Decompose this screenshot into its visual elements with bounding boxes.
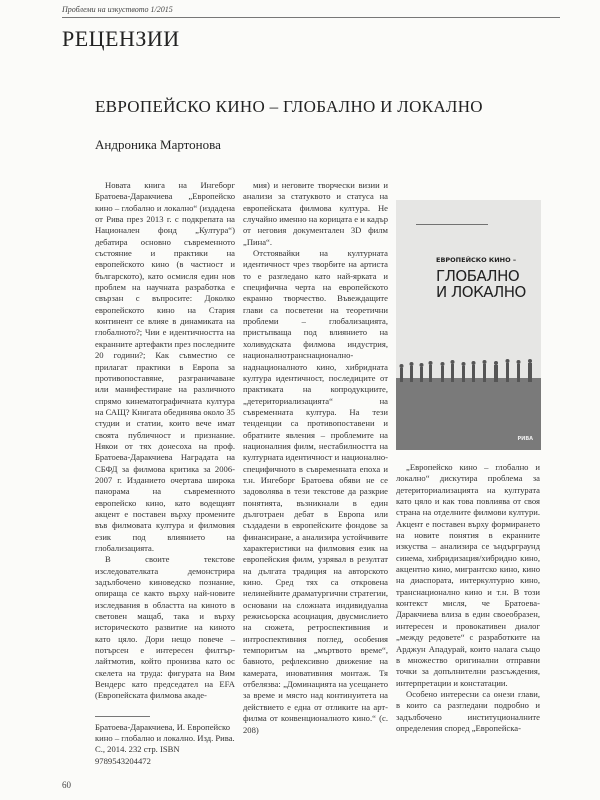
column-middle [243,180,388,736]
cover-publisher: РИВА [517,436,533,442]
header-rule [62,17,560,18]
column-left [95,180,235,767]
cover-title-line2: ГЛОБАЛНО [436,267,520,285]
book-cover-image [396,200,541,450]
footnote: Братоева-Даракчиева, И. Европейско кино – глобално и локално. Изд. Рива. С., 2014. 232 стр. ISBN 9789543204472 [95,721,235,766]
article-author: Андроника Мартонова [95,137,221,152]
page-number: 60 [62,780,71,790]
cover-title-line1: ЕВРОПЕЙСКО КИНО – [436,256,517,264]
article-title: ЕВРОПЕЙСКО КИНО – ГЛОБАЛНО И ЛОКАЛНО [95,97,483,116]
section-heading: РЕЦЕНЗИИ [62,26,180,51]
paragraph: Особено интересни са онези глави, в които са разгледани подробно и задълбочено институционалните определения според „Европейска- [396,688,540,733]
paragraph: мия) и неговите творчески визии и анализи за статуквото и статуса на европейската филмова култура. Не случайно именно на корицата е и кадър от неговия документален 3D филм „Пина“. [243,180,388,247]
paragraph: Отстоявайки на културната идентичност чрез творбите на артиста то е разгледано като най-ярката и специфична черта на европейското екранно творчество. Въвеждащите глави са посветени на теоретични проблеми – глобализацията, пристъпваща под влиянието на холивудската филмова индустрия, националнотранснационално-наднационалното кино, хибридната култура идентичност, последиците от практиката на копродукциите, „детериториализацията“ на съвременната култура. На тези тенденции са противопоставени и обратните явления – проблемите на националния филм, нестабилността на културната идентичност и национално-специфичното в съвременната епоха и т.н. Ингеборг Братоева обяви не се задоволява в тези текстове да разкрие понятията, възникнали в един дълготраен дебат в Европа или създадени в европейските фондове за финансиране, а анализира устойчивите характеристики на филмовия език на европейския филм, узрявал в резултат на дългата традиция на авторското кино. Сред тях са откровена нелинейните драматургични стратегии, основани на сложната индивидуална режисьорска асоциация, двусмислието на сюжета, ретроспективния и интроспективния поглед, особения темпоритъм на „мъртвото време“, бавното, рефлексивно движение на камерата, иновативния монтаж. Тя отбелязва: „Доминацията на усещането за време и място над континуитета на действието е една от отликите на арт-филма от конвенционалното кино.“ (с. 208) [243,248,388,735]
paragraph: В своите текстове изследователката демонстрира задълбочено киноведско познание, опираща се както върху най-новите изследвания в областта на киното в световен мащаб, така и върху историческото развитие на киното като цяло. Дори нещо повече – потърсен е интересен филтър-лайтмотив, който пронизва като ос скелета на труда: фигурата на Вим Вендерс като председател на EFA (Европейската филмова акаде- [95,554,235,701]
silhouettes-illustration [396,358,541,382]
cover-title-line3: И ЛОКАЛНО [436,283,526,301]
cover-title-main [436,268,526,300]
running-header: Проблеми на изкуството 1/2015 [62,5,173,14]
cover-small-text: ▬▬▬▬▬▬▬▬▬▬▬▬▬▬▬▬▬▬▬▬▬▬▬▬ [416,222,488,226]
column-right [396,462,540,734]
footnote-rule [95,716,150,717]
paragraph: „Европейско кино – глобално и локално“ дискутира проблема за детериториализацията на културата като цяло и как това повлиява от своя страна на отделните филмови култури. Акцент е поставен върху формирането на новите понятия в екранните изкуства – анализира се ъндърграунд синема, хибридизация/хибридно кино, акцентно кино, мигрантско кино, кино на диаспората, интеркултурно кино, транснационално кино и т.н. В този контекст мисля, че Братоева-Даракчиева влиза в един своеобразен, интересен и провокативен диалог „между редовете“ с разработките на Арджун Ападурай, които налага също в множество оригинални отправни точки за допълнителни разсъждения, интерпретации и констатации. [396,462,540,688]
paragraph: Новата книга на Ингеборг Братоева-Даракчиева „Европейско кино – глобално и локално“ (издадена от Рива през 2013 г. с подкрепата на Национален фонд „Култура“) дебатира основно съвременното състояние и практики на европейското кино (в частност и българското), като осмисля един нов проблем на научната разработка е свързан с въпросите: Доколко европейското кино на Стария континент се влияе в динамиката на глобалното?; Чии е идентичността на екранните артефакти през последните 20 години?; Как съвместно се прилагат практики в Европа за противопоставяне, разграничаване или манифестиране на различното спрямо кинематографичната култура на САЩ? Книгата обединява около 35 студии и статии, които вече имат своята публичност и признание. Някои от тях донесоха на проф. Братоева-Даракчиева Наградата на СБФД за филмова критика за 2006-2007 г. Изданието очертава широка панорама на съвременното европейско кино, като водещият акцент е поставен върху промените във филмовата култура и филмовия език под влиянието на глобализацията. [95,180,235,553]
